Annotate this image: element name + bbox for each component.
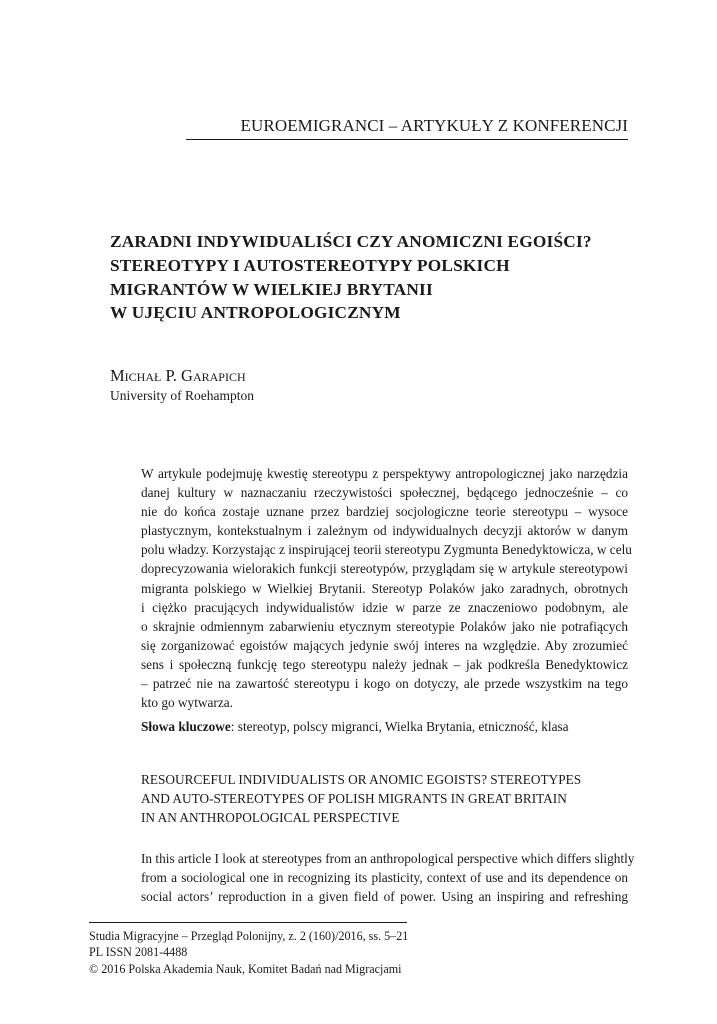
- article-title: [110, 230, 650, 325]
- footer-rule: [89, 922, 407, 923]
- abstract-line: nie do końca zostaje uznane przez bardziej socjologiczne teorie stereotypu – wysoce: [141, 504, 628, 520]
- footer-issn: PL ISSN 2081-4488: [89, 945, 188, 960]
- footer-citation: Studia Migracyjne – Przegląd Polonijny, z. 2 (160)/2016, ss. 5–21: [89, 929, 409, 943]
- section-header-underline: [186, 139, 628, 140]
- abstract-line: doprecyzowania wielorakich funkcji stereotypów, przyglądam się w artykule stereotypowi: [141, 561, 628, 577]
- abstract-line: kto go wytwarza.: [141, 695, 233, 711]
- footer: [89, 928, 609, 977]
- english-title-line: RESOURCEFUL INDIVIDUALISTS OR ANOMIC EGOISTS? STEREOTYPES: [141, 772, 582, 787]
- title-line: W UJĘCIU ANTROPOLOGICZNYM: [110, 303, 401, 323]
- english-abstract-line: social actors’ reproduction in a given field of power. Using an inspiring and refreshing: [141, 889, 628, 905]
- abstract-line: – patrzeć nie na zawartość stereotypu i kogo on dotyczy, ale przede wszystkim na tego: [141, 676, 628, 692]
- abstract-english: [141, 849, 635, 906]
- abstract-line: o skrajnie odmiennym zabarwieniu etycznym stereotypie Polaków jako nie potrafiących: [141, 618, 628, 634]
- english-title-line: AND AUTO-STEREOTYPES OF POLISH MIGRANTS IN GREAT BRITAIN: [141, 791, 567, 807]
- keywords: [141, 719, 569, 735]
- english-abstract-line: from a sociological one in recognizing its plasticity, context of use and its dependence on: [141, 870, 628, 886]
- abstract-line: migranta polskiego w Wielkiej Brytanii. Stereotyp Polaków jako zaradnych, obrotnych: [141, 580, 628, 596]
- abstract-line: się zorganizować egoistów mających jedynie swój interes na względzie. Aby zrozumieć: [141, 637, 628, 653]
- english-abstract-line: In this article I look at stereotypes from an anthropological perspective which differs slightly: [141, 851, 635, 866]
- footer-copyright: © 2016 Polska Akademia Nauk, Komitet Badań nad Migracjami: [89, 961, 402, 976]
- abstract-line: sens i społeczną funkcję tego stereotypu należy jednak – jak podkreśla Benedyktowicz: [141, 656, 628, 672]
- author-affiliation: University of Roehampton: [110, 388, 254, 403]
- title-line: STEREOTYPY I AUTOSTEREOTYPY POLSKICH: [110, 255, 510, 275]
- abstract-line: danej kultury w naznaczaniu rzeczywistości społecznej, będącego jednocześnie – co: [141, 485, 628, 501]
- section-header: EUROEMIGRANCI – ARTYKUŁY Z KONFERENCJI: [240, 116, 628, 135]
- abstract-line: plastycznym, kontekstualnym i zależnym od indywidualnych decyzji aktorów w danym: [141, 523, 628, 539]
- english-title: [141, 770, 628, 828]
- english-title-line: IN AN ANTHROPOLOGICAL PERSPECTIVE: [141, 810, 400, 826]
- title-line: ZARADNI INDYWIDUALIŚCI CZY ANOMICZNI EGOIŚCI?: [110, 232, 592, 251]
- abstract-line: W artykule podejmuję kwestię stereotypu z perspektywy antropologicznej jako narzędzia: [141, 466, 628, 481]
- keywords-label: Słowa kluczowe: [141, 719, 231, 734]
- abstract-polish: [141, 464, 632, 712]
- abstract-line: i ciężko pracujących indywidualistów idzie w parze ze znaczeniowo podobnym, ale: [141, 599, 628, 615]
- title-line: MIGRANTÓW W WIELKIEJ BRYTANII: [110, 279, 433, 299]
- keywords-list: : stereotyp, polscy migranci, Wielka Brytania, etniczność, klasa: [230, 719, 569, 734]
- abstract-line: polu władzy. Korzystając z inspirującej teorii stereotypu Zygmunta Benedyktowicza, w celu: [141, 542, 632, 558]
- author-name: Michał P. Garapich: [110, 366, 246, 385]
